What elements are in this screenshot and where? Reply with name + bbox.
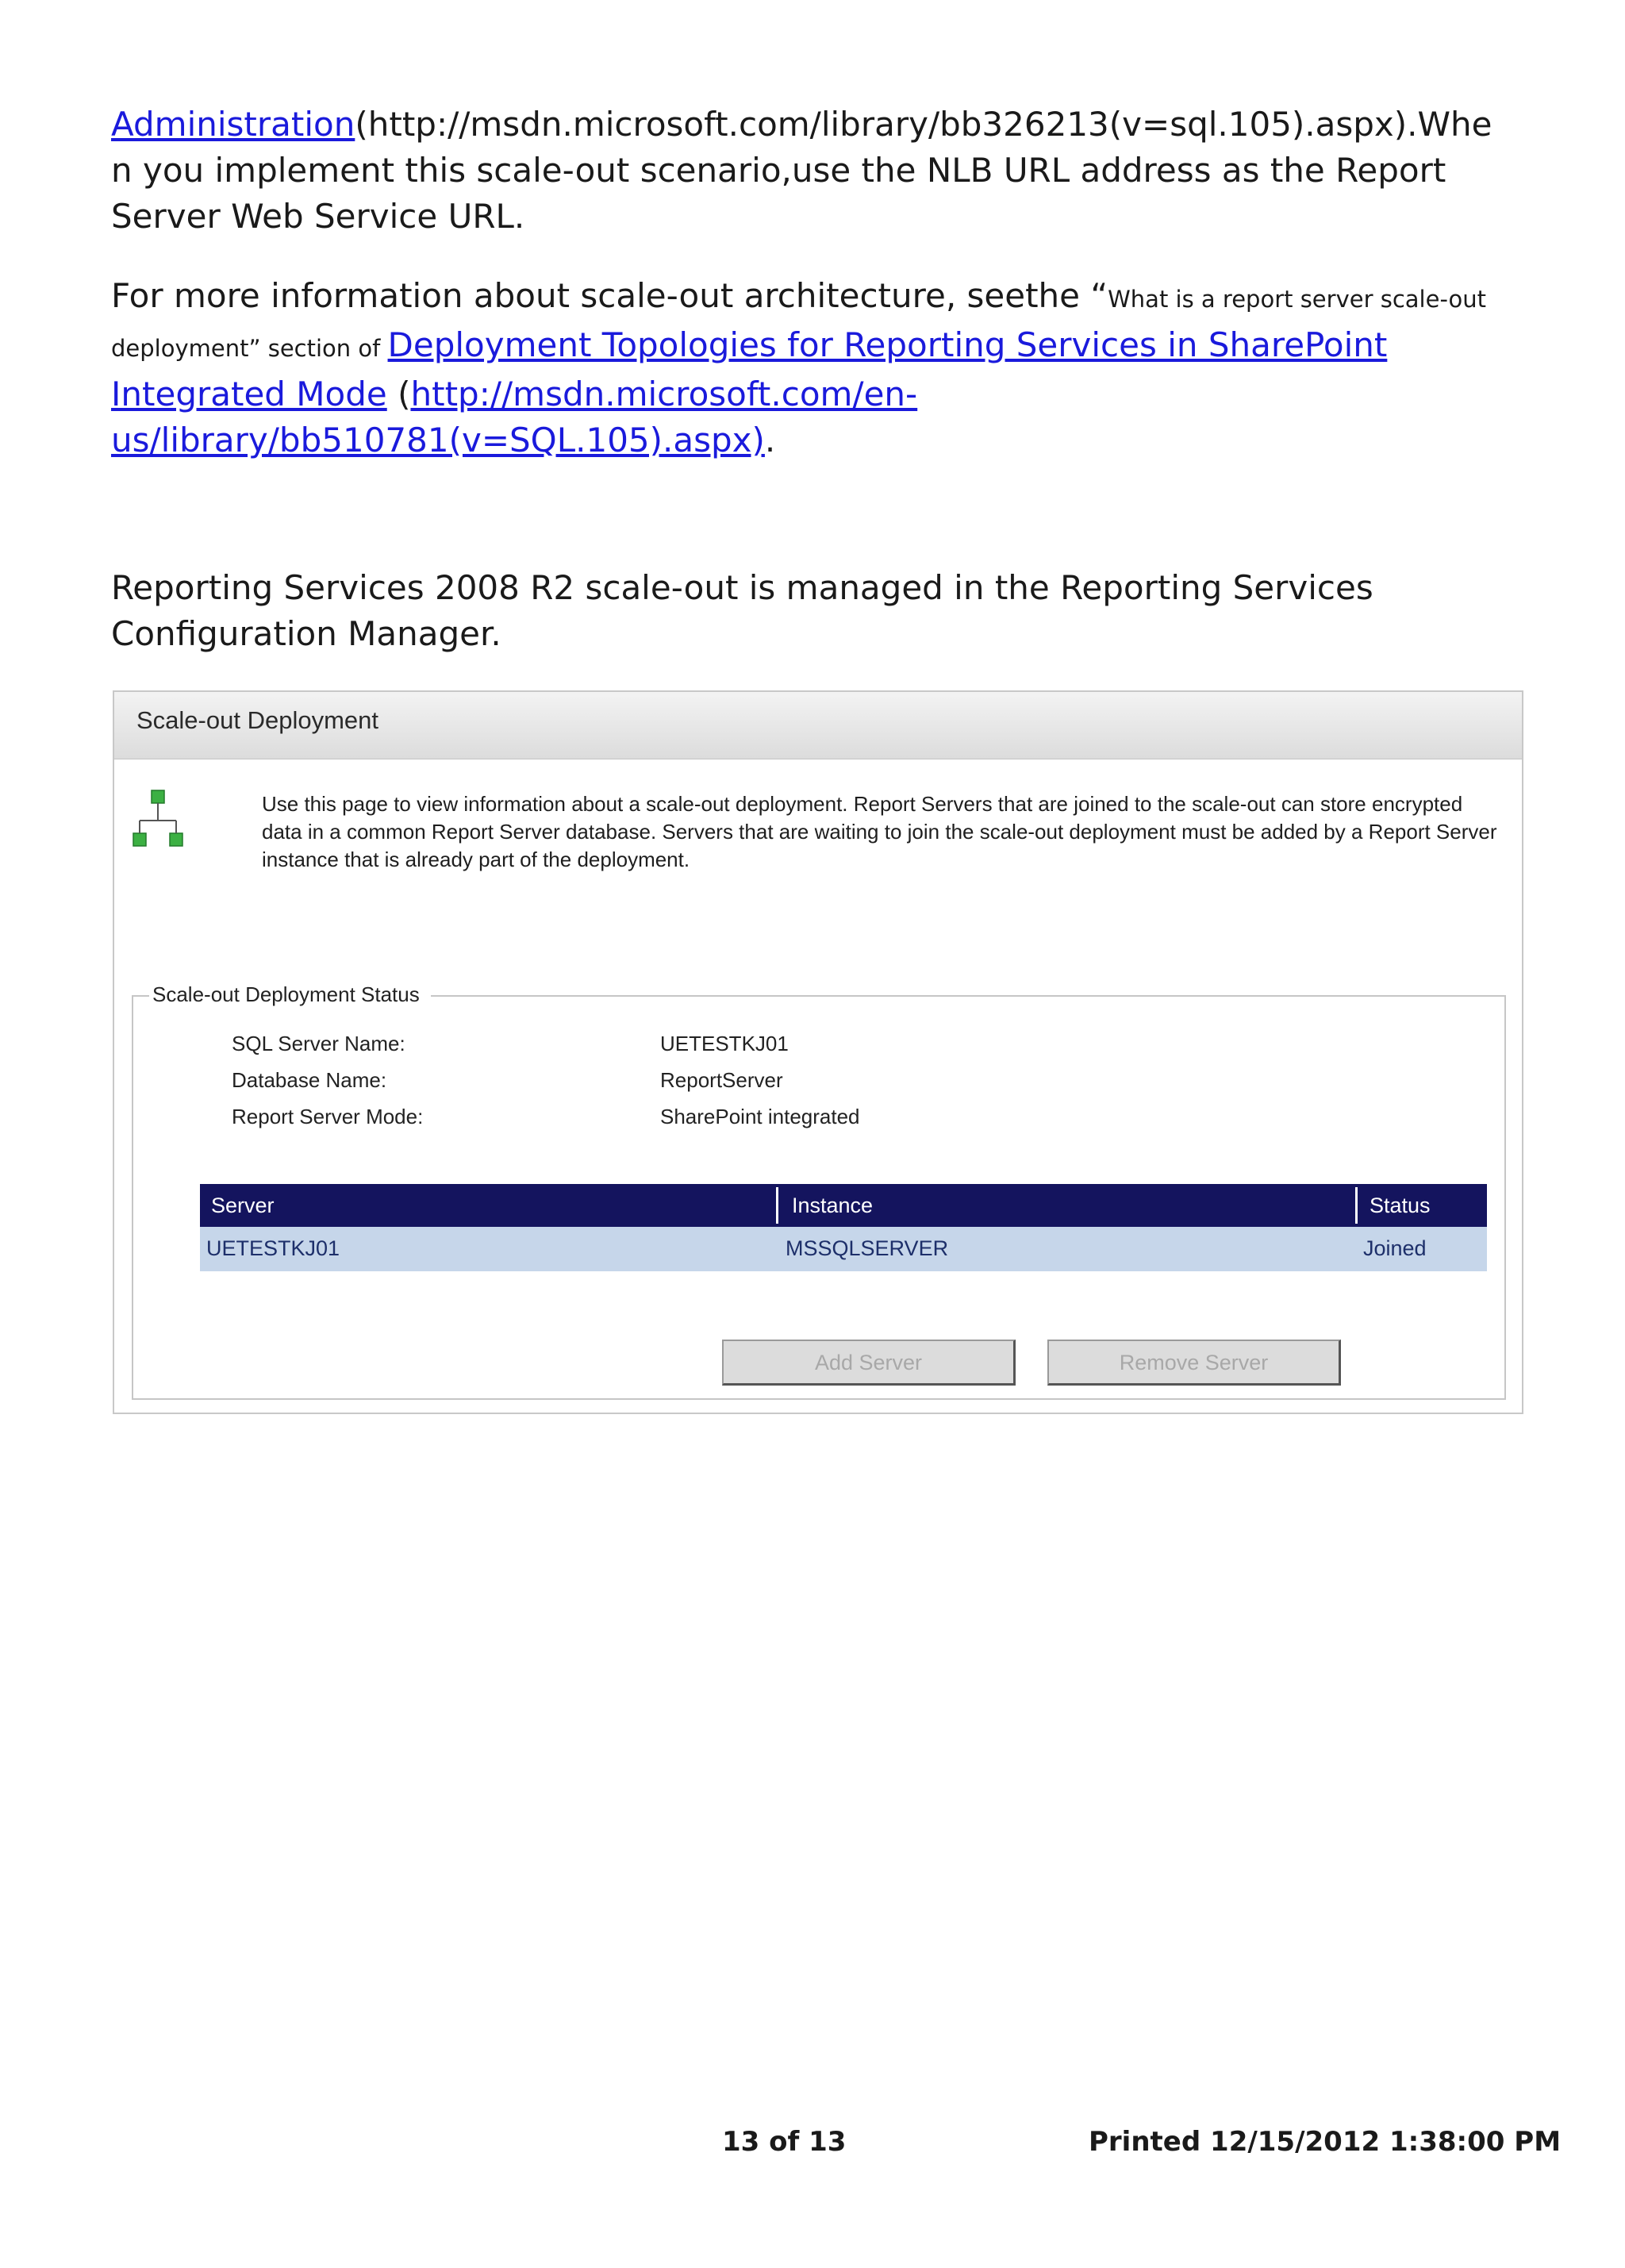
paragraph-2-period: .: [764, 421, 776, 459]
add-server-button[interactable]: Add Server: [722, 1340, 1016, 1386]
paragraph-2-small-1: What is a report server scale-out: [1108, 286, 1486, 313]
sql-server-name-label: SQL Server Name:: [232, 1032, 405, 1055]
integrated-mode-link[interactable]: Integrated Mode: [111, 375, 387, 413]
paragraph-2-paren: (: [386, 375, 411, 413]
column-header-status[interactable]: Status: [1370, 1194, 1431, 1217]
paragraph-1-line-3: Server Web Service URL.: [111, 197, 525, 236]
printed-timestamp: Printed 12/15/2012 1:38:00 PM: [1089, 2126, 1562, 2158]
scale-out-deployment-screenshot: [113, 690, 1523, 1414]
paragraph-1-url: (http://msdn.microsoft.com/library/bb326213(v=sql.105).aspx).Whe: [355, 105, 1492, 144]
database-name-label: Database Name:: [232, 1068, 387, 1092]
database-name-value: ReportServer: [660, 1068, 783, 1092]
paragraph-3: [111, 565, 1523, 657]
deployment-topologies-link[interactable]: Deployment Topologies for Reporting Services in SharePoint: [387, 325, 1388, 364]
msdn-url-link-part-2[interactable]: us/library/bb510781(v=SQL.105).aspx): [111, 421, 765, 459]
administration-link[interactable]: Administration: [111, 105, 355, 144]
table-row[interactable]: [200, 1227, 1487, 1271]
row-instance-cell: MSSQLSERVER: [786, 1236, 949, 1260]
row-status-cell: Joined: [1363, 1236, 1427, 1260]
remove-server-button[interactable]: Remove Server: [1047, 1340, 1341, 1386]
screenshot-title: Scale-out Deployment: [136, 706, 378, 734]
column-header-server[interactable]: Server: [211, 1194, 275, 1217]
group-title: Scale-out Deployment Status: [149, 982, 431, 1007]
paragraph-2-intro: For more information about scale-out architecture, seethe “: [111, 276, 1108, 315]
msdn-url-link-part-1[interactable]: http://msdn.microsoft.com/en-: [410, 375, 918, 413]
table-header: [200, 1184, 1487, 1227]
report-server-mode-value: SharePoint integrated: [660, 1105, 860, 1128]
column-separator[interactable]: [776, 1187, 778, 1224]
paragraph-2: [111, 273, 1523, 463]
screenshot-description: Use this page to view information about a scale-out deployment. Report Servers that are joined to the scale-out can store encrypted data in a common Report Server database. Servers that are waiting to join the scale-out deployment must be added by a Report Server instance that is already part of the deployment.: [262, 792, 1497, 871]
paragraph-3-line-2: Configuration Manager.: [111, 614, 501, 653]
sql-server-name-value: UETESTKJ01: [660, 1032, 789, 1055]
paragraph-2-small-2: deployment” section of: [111, 335, 388, 362]
paragraph-1-line-2: n you implement this scale-out scenario,use the NLB URL address as the Report: [111, 151, 1446, 190]
column-separator[interactable]: [1355, 1187, 1358, 1224]
tree-icon: [130, 789, 186, 860]
row-server-cell: UETESTKJ01: [206, 1236, 340, 1260]
paragraph-1: [111, 102, 1523, 240]
column-header-instance[interactable]: Instance: [792, 1194, 874, 1217]
deployment-status-group: [132, 982, 1506, 1400]
page-number: 13 of 13: [722, 2126, 847, 2158]
servers-table: [200, 1184, 1487, 1271]
paragraph-3-line-1: Reporting Services 2008 R2 scale-out is managed in the Reporting Services: [111, 568, 1373, 607]
report-server-mode-label: Report Server Mode:: [232, 1105, 424, 1128]
